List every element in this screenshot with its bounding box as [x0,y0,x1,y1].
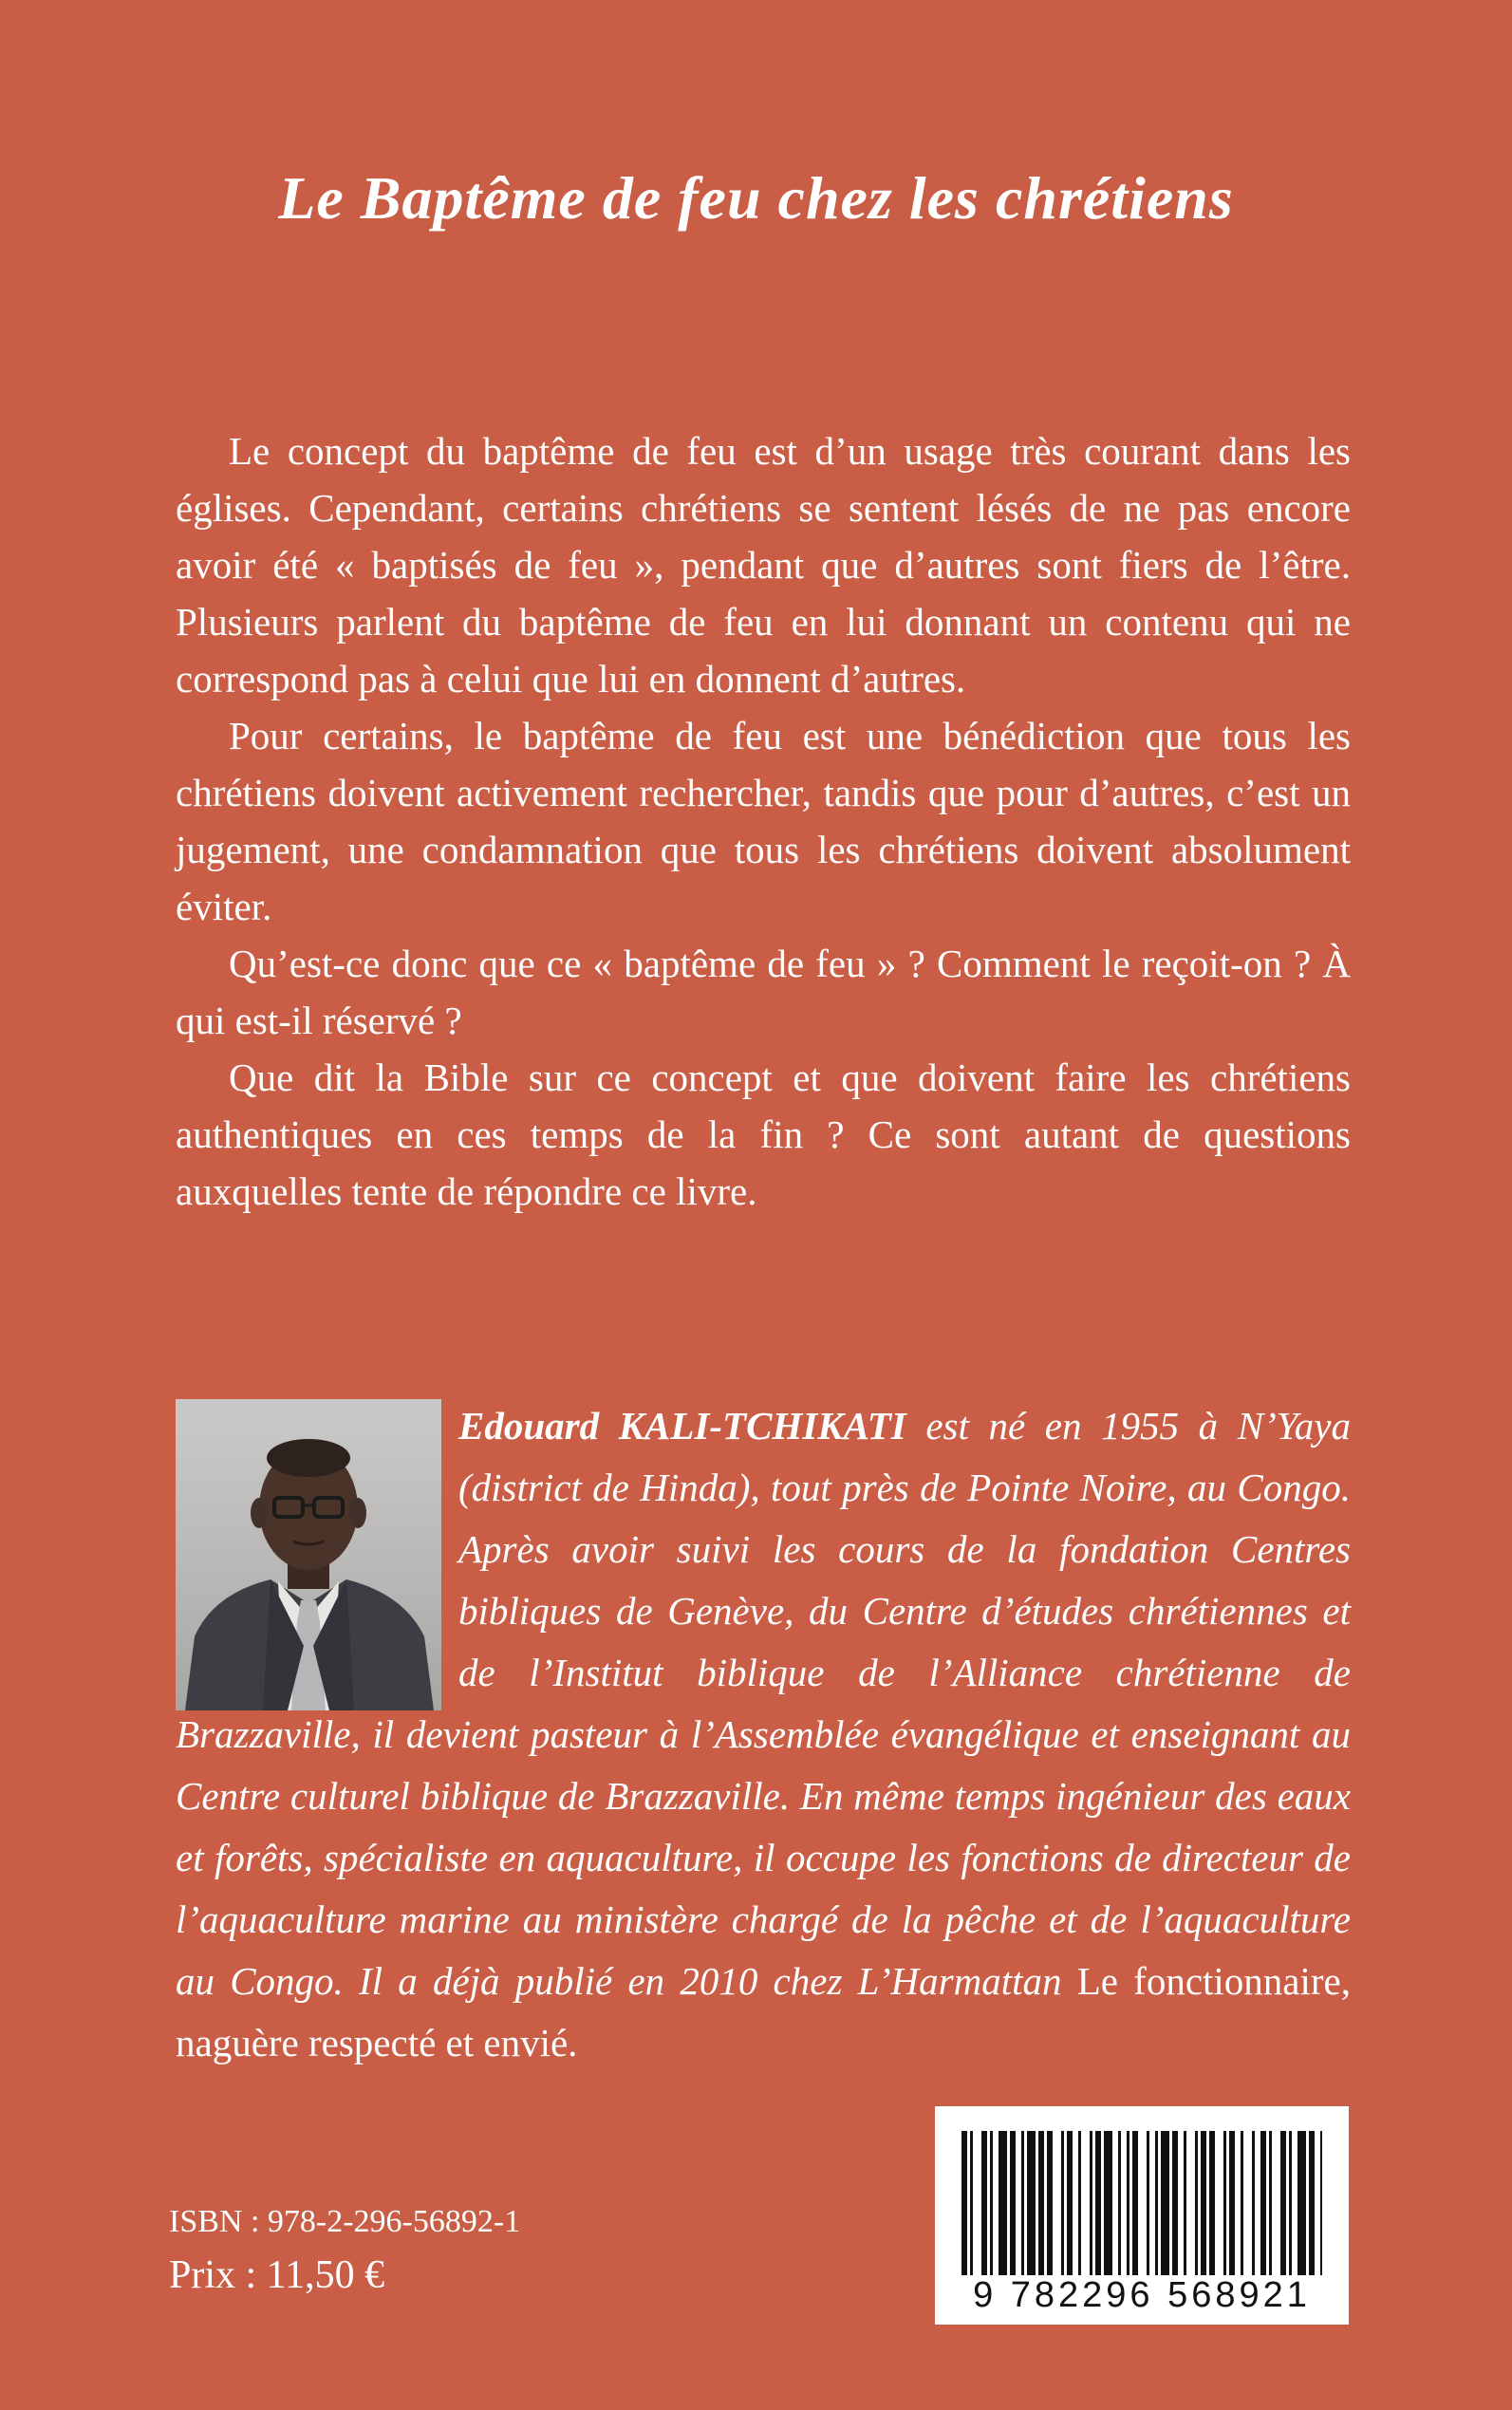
barcode-bar [1010,2131,1016,2275]
barcode-bar [1061,2131,1064,2275]
barcode [935,2106,1349,2325]
barcode-bar [1147,2131,1149,2275]
barcode-bar [1067,2131,1073,2275]
barcode-digits: 9 782296 568921 [973,2275,1311,2315]
author-bio-text: est né en 1955 à N’Yaya (district de Hinda), tout près de Pointe Noire, au Congo. Après avoir suivi les cours de la fondation Centres bibliques de Genève, du Centre d’études chrétiennes et de l’Institut biblique de l’Alliance chrétienne de Brazzaville, il devient pasteur à l’Assemblée évangélique et enseignant au Centre culturel biblique de Brazzaville. En même temps ingénieur des eaux et forêts, spécialiste en aquaculture, il occupe les fonctions de directeur de l’aquaculture marine au ministère chargé de la pêche et de l’aquaculture au Congo. Il a déjà publié en 2010 chez L’Harmattan [176,1404,1351,2003]
barcode-bar [999,2131,1007,2275]
author-biography [176,1395,1351,2074]
barcode-bar [1155,2131,1158,2275]
barcode-bar [1289,2131,1292,2275]
blurb-paragraph-1: Le concept du baptême de feu est d’un usage très courant dans les églises. Cependant, certains chrétiens se sentent lésés de ne pas encore avoir été « baptisés de feu », pendant que d’autres sont fiers de l’être. Plusieurs parlent du baptême de feu en lui donnant un contenu qui ne correspond pas à celui que lui en donnent d’autres. [176,429,1351,701]
blurb-paragraph-2: Pour certains, le baptême de feu est une bénédiction que tous les chrétiens doivent activement rechercher, tandis que pour d’autres, c’est un jugement, une condamnation que tous les chrétiens doivent absolument éviter. [176,714,1351,928]
barcode-bar [1309,2131,1315,2275]
barcode-bar [1297,2131,1306,2275]
book-title: Le Baptême de feu chez les chrétiens [278,164,1234,232]
previous-book-title: Le fonctionnaire, naguère respecté et envié. [176,1959,1351,2064]
barcode-bar [1280,2131,1286,2275]
back-cover-blurb [176,422,1351,1220]
blurb-paragraph-3: Qu’est-ce donc que ce « baptême de feu » ? Comment le reçoit-on ? À qui est-il réservé ? [176,942,1351,1042]
barcode-bar [1209,2131,1215,2275]
blurb-paragraph-4: Que dit la Bible sur ce concept et que doivent faire les chrétiens authentiques en ces temps de la fin ? Ce sont autant de questions auxquelles tente de répondre ce livre. [176,1056,1351,1213]
barcode-bar [1184,2131,1186,2275]
barcode-bar [1269,2131,1272,2275]
barcode-bar [1104,2131,1112,2275]
barcode-bar [1090,2131,1092,2275]
barcode-bar [1132,2131,1138,2275]
barcode-bar [1241,2131,1243,2275]
barcode-bar [1229,2131,1235,2275]
author-name: Edouard KALI-TCHIKATI [458,1404,906,1448]
barcode-bar [1118,2131,1121,2275]
barcode-bar [1027,2131,1036,2275]
barcode-bar [990,2131,993,2275]
barcode-bar [1320,2131,1322,2275]
barcode-bar [1021,2131,1024,2275]
barcode-bar [1078,2131,1081,2275]
barcode-bar [1195,2131,1198,2275]
barcode-bar [1252,2131,1255,2275]
isbn: ISBN : 978-2-296-56892-1 [169,2204,521,2239]
barcode-bar [1047,2131,1053,2275]
barcode-bar [970,2131,973,2275]
barcode-bars [961,2131,1322,2275]
barcode-bar [981,2131,987,2275]
barcode-bar [1172,2131,1178,2275]
barcode-bar [1127,2131,1129,2275]
barcode-bar [1161,2131,1169,2275]
barcode-bar [1260,2131,1266,2275]
price: Prix : 11,50 € [169,2253,385,2297]
barcode-bar [961,2131,967,2275]
barcode-bar [1223,2131,1226,2275]
barcode-bar [1038,2131,1044,2275]
barcode-bar [1095,2131,1101,2275]
barcode-bar [1201,2131,1206,2275]
